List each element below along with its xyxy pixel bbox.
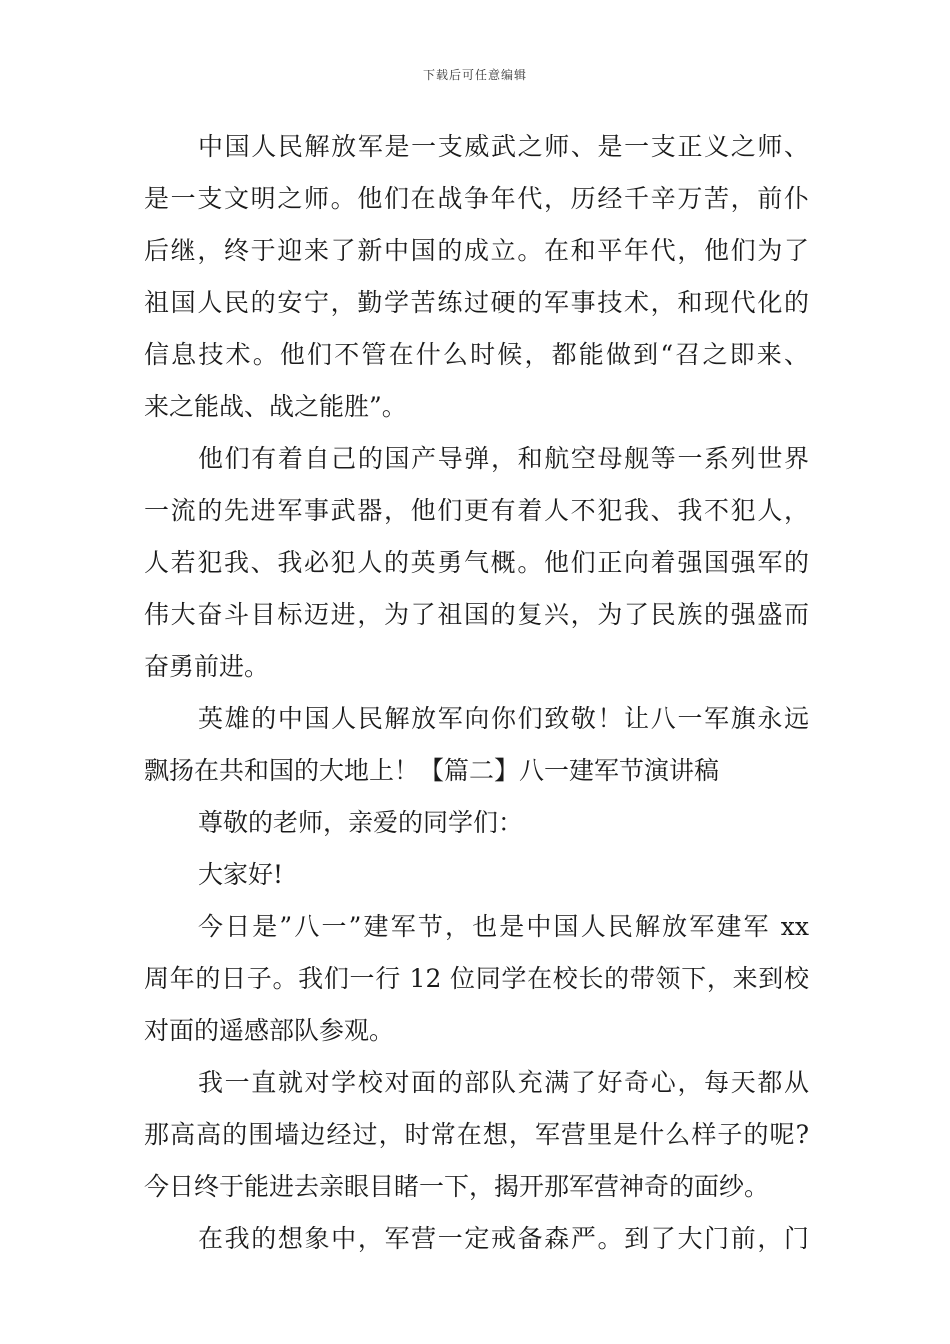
document-body	[144, 121, 809, 1265]
download-note: 下载后可任意编辑	[422, 68, 527, 82]
text-line: 来之能战、战之能胜”。	[144, 392, 407, 421]
text-line: 今日终于能进去亲眼目睹一下，揭开那军营神奇的面纱。	[144, 1172, 770, 1201]
text-line: 今日是”八一”建军节，也是中国人民解放军建军 xx	[198, 912, 809, 941]
text-line: 对面的遥感部队参观。	[144, 1016, 395, 1045]
text-line: 伟大奋斗目标迈进，为了祖国的复兴，为了民族的强盛而	[144, 600, 809, 629]
text-line: 大家好!	[198, 860, 284, 889]
text-line: 在我的想象中，军营一定戒备森严。到了大门前，门	[198, 1224, 809, 1253]
text-line: 他们有着自己的国产导弹，和航空母舰等一系列世界	[198, 444, 809, 473]
text-line: 奋勇前进。	[144, 652, 270, 681]
text-line: 飘扬在共和国的大地上！【篇二】八一建军节演讲稿	[144, 756, 720, 785]
text-line: 英雄的中国人民解放军向你们致敬！让八一军旗永远	[198, 704, 809, 733]
text-line: 我一直就对学校对面的部队充满了好奇心，每天都从	[198, 1068, 809, 1097]
text-line: 一流的先进军事武器，他们更有着人不犯我、我不犯人，	[144, 496, 809, 525]
text-line: 尊敬的老师，亲爱的同学们：	[198, 808, 524, 837]
text-line: 周年的日子。我们一行 12 位同学在校长的带领下，来到校	[144, 964, 809, 993]
text-line: 祖国人民的安宁，勤学苦练过硬的军事技术，和现代化的	[144, 288, 809, 317]
text-line: 那高高的围墙边经过，时常在想，军营里是什么样子的呢?	[144, 1120, 809, 1149]
text-line: 后继，终于迎来了新中国的成立。在和平年代，他们为了	[144, 236, 809, 265]
text-line: 是一支文明之师。他们在战争年代，历经千辛万苦，前仆	[144, 184, 809, 213]
text-line: 人若犯我、我必犯人的英勇气概。他们正向着强国强军的	[144, 548, 809, 577]
text-line: 信息技术。他们不管在什么时候，都能做到“召之即来、	[144, 340, 809, 369]
text-line: 中国人民解放军是一支威武之师、是一支正义之师、	[198, 132, 809, 161]
